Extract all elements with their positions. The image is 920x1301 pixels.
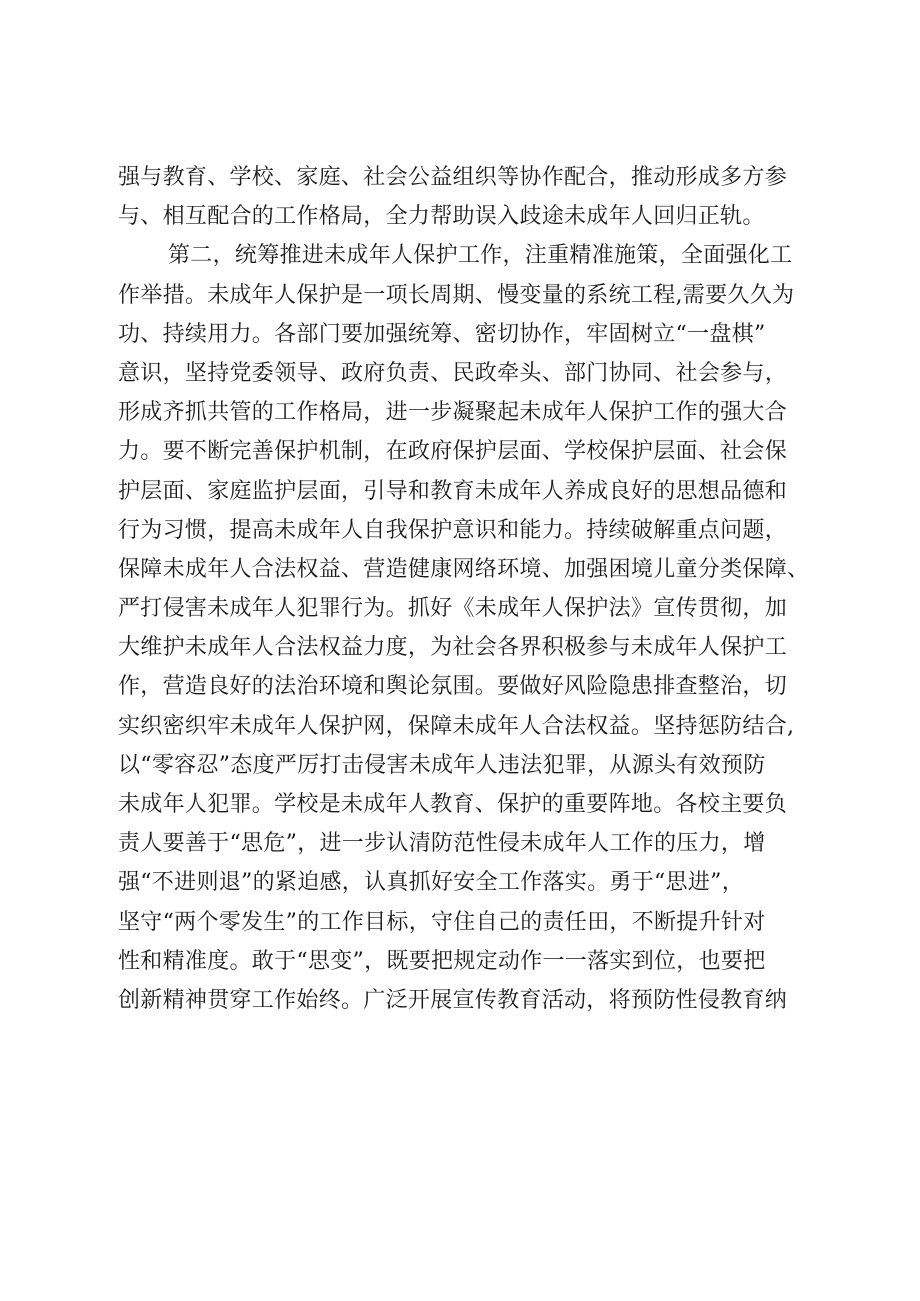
text-line: 未成年人犯罪。学校是未成年人教育、保护的重要阵地。各校主要负 xyxy=(118,792,788,817)
text-line: 以“零容忍”态度严厉打击侵害未成年人违法犯罪，从源头有效预防 xyxy=(118,752,766,778)
paragraph-start-line: 第二，统筹推进未成年人保护工作，注重精准施策，全面强化工 xyxy=(168,243,793,269)
text-line: 创新精神贯穿工作始终。广泛开展宣传教育活动，将预防性侵教育纳 xyxy=(118,987,788,1013)
text-line: 强“不进则退”的紧迫感，认真抓好安全工作落实。勇于“思进”， xyxy=(118,870,744,896)
text-line: 形成齐抓共管的工作格局，进一步凝聚起未成年人保护工作的强大合 xyxy=(118,400,788,426)
text-line: 意识，坚持党委领导、政府负责、民政牵头、部门协同、社会参与， xyxy=(118,360,788,386)
text-line: 坚守“两个零发生”的工作目标，守住自己的责任田，不断提升针对 xyxy=(118,909,766,935)
text-line: 责人要善于“思危”，进一步认清防范性侵未成年人工作的压力，增 xyxy=(118,831,766,857)
text-line: 行为习惯，提高未成年人自我保护意识和能力。持续破解重点问题， xyxy=(118,517,788,543)
text-line: 作举措。未成年人保护是一项长周期、慢变量的系统工程,需要久久为 xyxy=(118,282,795,308)
text-line: 力。要不断完善保护机制，在政府保护层面、学校保护层面、社会保 xyxy=(118,439,788,465)
body-text xyxy=(118,158,838,1020)
text-line: 与、相互配合的工作格局，全力帮助误入歧途未成年人回归正轨。 xyxy=(118,204,765,230)
text-line: 护层面、家庭监护层面，引导和教育未成年人养成良好的思想品德和 xyxy=(118,478,788,504)
text-line: 大维护未成年人合法权益力度，为社会各界积极参与未成年人保护工 xyxy=(118,635,788,661)
text-line: 实织密织牢未成年人保护网，保障未成年人合法权益。坚持惩防结合, xyxy=(118,713,795,739)
text-line: 保障未成年人合法权益、营造健康网络环境、加强困境儿童分类保障、 xyxy=(118,556,810,582)
text-line: 作，营造良好的法治环境和舆论氛围。要做好风险隐患排查整治，切 xyxy=(118,674,788,700)
text-line: 性和精准度。敢于“思变”，既要把规定动作一一落实到位，也要把 xyxy=(118,948,766,974)
text-line: 严打侵害未成年人犯罪行为。抓好《未成年人保护法》宣传贯彻，加 xyxy=(118,596,788,622)
text-line: 强与教育、学校、家庭、社会公益组织等协作配合，推动形成多方参 xyxy=(118,165,788,190)
text-line: 功、持续用力。各部门要加强统筹、密切协作，牢固树立“一盘棋” xyxy=(118,321,766,347)
